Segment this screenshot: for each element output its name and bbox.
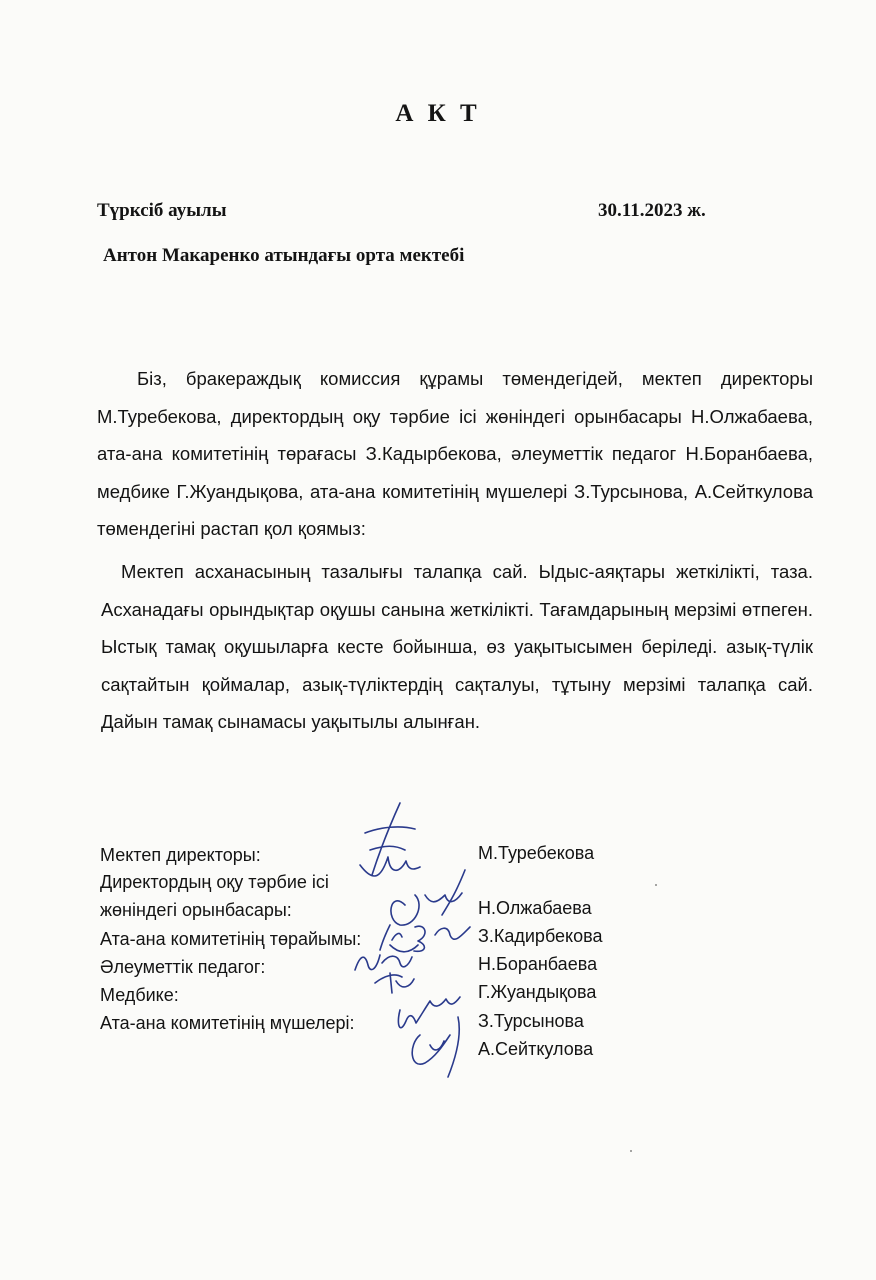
document-place: Түрксіб ауылы [97,200,227,221]
role-deputy-line1: Директордың оқу тәрбие ісі [100,872,329,892]
role-director: Мектеп директоры: [100,845,261,865]
findings-paragraph: Мектеп асханасының тазалығы талапқа сай. Ыдыс-аяқтары жеткілікті, таза. Асханадағы орындықтар оқушы санына жеткілікті. Тағамдарының мерзімі өтпеген. Ыстық тамақ оқушыларға кесте бойынша, өз уақытысымен беріледі. азық-түлік сақтайтын қоймалар, азық-түліктердің сақталуы, тұтыну мерзімі талапқа сай. Дайын тамақ сынамасы уақытылы алынған. [101,561,813,732]
name-deputy: Н.Олжабаева [478,898,592,918]
role-committee-members: Ата-ана комитетінің мүшелері: [100,1013,355,1033]
name-director: М.Туребекова [478,843,595,863]
commission-paragraph: Біз, бракераждық комиссия құрамы төмендегідей, мектеп директоры М.Туребекова, директордың оқу тәрбие ісі жөніндегі орынбасары Н.Олжабаева, ата-ана комитетінің төрағасы З.Кадырбекова, әлеуметтік педагог Н.Боранбаева, медбике Г.Жуандықова, ата-ана комитетінің мүшелері З.Турсынова, А.Сейткулова төмендегіні растап қол қоямыз: [97,368,813,539]
handwritten-signatures [330,795,510,1085]
paper-speck [655,884,657,886]
school-name: Антон Макаренко атындағы орта мектебі [103,245,465,266]
name-nurse: Г.Жуандықова [478,982,597,1002]
name-social-pedagogue: Н.Боранбаева [478,954,598,974]
name-committee-chair: З.Кадирбекова [478,926,603,946]
signature-social-pedagogue [355,945,418,993]
role-nurse: Медбике: [100,985,179,1005]
document-title: А К Т [395,100,481,127]
name-member-2: А.Сейткулова [478,1039,594,1059]
signature-director [360,803,420,876]
role-social-pedagogue: Әлеуметтік педагог: [100,957,266,977]
role-parent-committee-chair: Ата-ана комитетінің төрайымы: [100,929,362,949]
role-deputy-line2: жөніндегі орынбасары: [100,900,292,920]
document-date: 30.11.2023 ж. [598,200,706,221]
signature-deputy [391,870,465,925]
signature-members [398,997,460,1077]
name-member-1: З.Турсынова [478,1011,584,1031]
paper-speck [630,1150,632,1152]
